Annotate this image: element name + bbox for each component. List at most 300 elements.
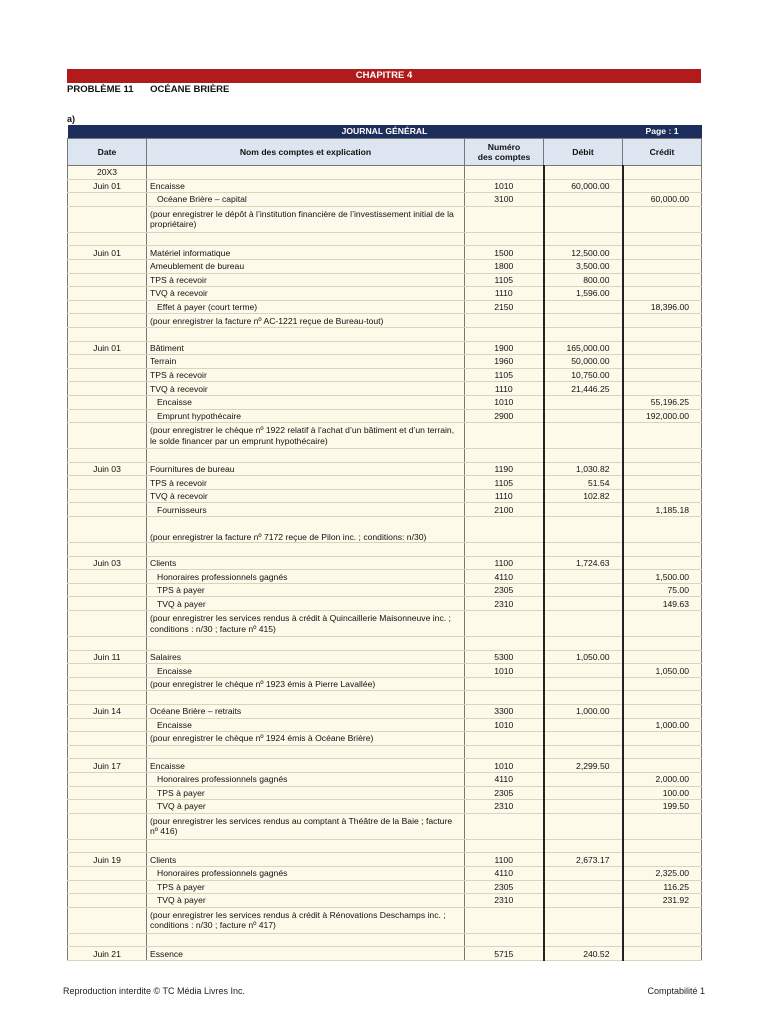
- cell-account-description: Encaisse: [147, 759, 465, 773]
- cell-date: [68, 933, 147, 947]
- cell-date: [68, 772, 147, 786]
- journal-row: [68, 933, 702, 947]
- cell-credit: [623, 517, 702, 543]
- cell-debit: [544, 232, 623, 246]
- cell-credit: [623, 853, 702, 867]
- cell-account-number: [465, 839, 544, 853]
- journal-rows: [68, 166, 702, 961]
- cell-account-number: [465, 691, 544, 705]
- cell-debit: [544, 583, 623, 597]
- cell-date: Juin 17: [68, 759, 147, 773]
- cell-debit: 1,000.00: [544, 705, 623, 719]
- journal-row: [68, 300, 702, 314]
- cell-date: [68, 273, 147, 287]
- cell-debit: 12,500.00: [544, 246, 623, 260]
- cell-account-number: 2310: [465, 894, 544, 908]
- journal-row: [68, 732, 702, 746]
- cell-debit: [544, 637, 623, 651]
- journal-row: [68, 691, 702, 705]
- journal-row: [68, 503, 702, 517]
- cell-credit: [623, 423, 702, 449]
- cell-debit: 10,750.00: [544, 368, 623, 382]
- cell-date: [68, 503, 147, 517]
- cell-date: [68, 355, 147, 369]
- cell-debit: 240.52: [544, 947, 623, 961]
- journal-row: [68, 839, 702, 853]
- cell-credit: [623, 637, 702, 651]
- cell-credit: [623, 166, 702, 180]
- cell-credit: [623, 611, 702, 637]
- cell-debit: [544, 866, 623, 880]
- cell-account-number: [465, 745, 544, 759]
- cell-credit: [623, 543, 702, 557]
- cell-date: [68, 907, 147, 933]
- cell-account-number: 3100: [465, 193, 544, 207]
- cell-account-number: 2305: [465, 583, 544, 597]
- cell-credit: [623, 382, 702, 396]
- cell-date: [68, 866, 147, 880]
- cell-account-description: [147, 637, 465, 651]
- cell-credit: [623, 273, 702, 287]
- cell-account-number: 1010: [465, 759, 544, 773]
- cell-date: [68, 287, 147, 301]
- cell-debit: 2,673.17: [544, 853, 623, 867]
- cell-date: [68, 745, 147, 759]
- journal-row: [68, 206, 702, 232]
- cell-date: [68, 664, 147, 678]
- cell-date: [68, 423, 147, 449]
- cell-credit: [623, 556, 702, 570]
- cell-date: [68, 880, 147, 894]
- cell-account-description: (pour enregistrer le dépôt à l’institution financière de l’investissement initial de la propriétaire): [147, 206, 465, 232]
- journal-row: [68, 543, 702, 557]
- cell-account-number: [465, 543, 544, 557]
- cell-account-description: Salaires: [147, 650, 465, 664]
- cell-credit: [623, 650, 702, 664]
- cell-date: [68, 232, 147, 246]
- journal-row: [68, 273, 702, 287]
- cell-account-description: (pour enregistrer le chèque nº 1923 émis à Pierre Lavallée): [147, 677, 465, 691]
- cell-account-description: [147, 543, 465, 557]
- journal-row: [68, 853, 702, 867]
- cell-credit: [623, 341, 702, 355]
- cell-account-description: TPS à payer: [147, 786, 465, 800]
- journal-row: [68, 409, 702, 423]
- journal-row: [68, 368, 702, 382]
- cell-debit: 60,000.00: [544, 179, 623, 193]
- journal-row: [68, 880, 702, 894]
- cell-debit: [544, 300, 623, 314]
- cell-account-description: Honoraires professionnels gagnés: [147, 866, 465, 880]
- cell-debit: [544, 193, 623, 207]
- journal-row: [68, 583, 702, 597]
- cell-debit: [544, 839, 623, 853]
- cell-date: [68, 570, 147, 584]
- cell-credit: [623, 287, 702, 301]
- cell-account-description: TVQ à recevoir: [147, 489, 465, 503]
- cell-account-number: 1010: [465, 664, 544, 678]
- journal-row: [68, 570, 702, 584]
- cell-credit: 1,500.00: [623, 570, 702, 584]
- cell-date: [68, 611, 147, 637]
- journal-row: [68, 489, 702, 503]
- cell-account-number: [465, 232, 544, 246]
- cell-debit: [544, 933, 623, 947]
- col-header-account-number: [465, 139, 544, 166]
- cell-debit: [544, 880, 623, 894]
- cell-account-description: TVQ à recevoir: [147, 287, 465, 301]
- cell-account-description: Essence: [147, 947, 465, 961]
- problem-heading: [67, 84, 229, 95]
- cell-account-number: 1100: [465, 853, 544, 867]
- journal-title: JOURNAL GÉNÉRAL: [147, 125, 623, 139]
- cell-account-number: [465, 166, 544, 180]
- cell-credit: 75.00: [623, 583, 702, 597]
- col-header-description: Nom des comptes et explication: [147, 139, 465, 166]
- cell-account-number: 1110: [465, 382, 544, 396]
- cell-date: [68, 839, 147, 853]
- cell-date: [68, 300, 147, 314]
- cell-account-number: [465, 517, 544, 543]
- cell-account-description: [147, 327, 465, 341]
- journal-row: [68, 314, 702, 328]
- cell-account-number: [465, 732, 544, 746]
- cell-account-number: 1960: [465, 355, 544, 369]
- cell-account-number: 3300: [465, 705, 544, 719]
- cell-account-description: Océane Brière – retraits: [147, 705, 465, 719]
- cell-credit: [623, 933, 702, 947]
- cell-date: [68, 382, 147, 396]
- cell-credit: [623, 259, 702, 273]
- cell-credit: [623, 691, 702, 705]
- cell-debit: [544, 786, 623, 800]
- cell-account-number: 5300: [465, 650, 544, 664]
- cell-date: Juin 03: [68, 462, 147, 476]
- cell-date: Juin 01: [68, 246, 147, 260]
- cell-account-number: 1900: [465, 341, 544, 355]
- cell-date: [68, 395, 147, 409]
- journal-row: [68, 800, 702, 814]
- cell-date: [68, 543, 147, 557]
- cell-account-description: Clients: [147, 853, 465, 867]
- cell-account-description: [147, 166, 465, 180]
- cell-date: Juin 01: [68, 341, 147, 355]
- cell-date: [68, 813, 147, 839]
- cell-account-description: [147, 232, 465, 246]
- cell-account-description: Fournitures de bureau: [147, 462, 465, 476]
- cell-account-description: Terrain: [147, 355, 465, 369]
- cell-credit: [623, 462, 702, 476]
- journal-row: [68, 907, 702, 933]
- cell-debit: [544, 894, 623, 908]
- cell-date: [68, 489, 147, 503]
- cell-account-description: (pour enregistrer les services rendus à crédit à Rénovations Deschamps inc. ; conditions : n/30 ; facture nº 417): [147, 907, 465, 933]
- journal-row: [68, 677, 702, 691]
- cell-debit: [544, 423, 623, 449]
- cell-date: [68, 691, 147, 705]
- cell-credit: [623, 368, 702, 382]
- cell-account-number: 1105: [465, 273, 544, 287]
- problem-number: PROBLÈME 11: [67, 84, 134, 95]
- cell-account-number: 1110: [465, 489, 544, 503]
- cell-account-description: Effet à payer (court terme): [147, 300, 465, 314]
- col-header-debit: Débit: [544, 139, 623, 166]
- cell-credit: 1,050.00: [623, 664, 702, 678]
- col-header-number-line2: des comptes: [477, 152, 531, 162]
- cell-debit: 3,500.00: [544, 259, 623, 273]
- journal-row: [68, 423, 702, 449]
- cell-account-number: 5715: [465, 947, 544, 961]
- cell-debit: [544, 166, 623, 180]
- col-header-date: Date: [68, 139, 147, 166]
- journal-row: [68, 382, 702, 396]
- cell-account-description: [147, 839, 465, 853]
- cell-account-number: 2100: [465, 503, 544, 517]
- cell-account-number: 1110: [465, 287, 544, 301]
- cell-debit: 1,030.82: [544, 462, 623, 476]
- cell-account-description: Encaisse: [147, 395, 465, 409]
- cell-credit: [623, 206, 702, 232]
- cell-debit: [544, 570, 623, 584]
- cell-account-description: Emprunt hypothécaire: [147, 409, 465, 423]
- cell-account-description: [147, 933, 465, 947]
- cell-credit: [623, 355, 702, 369]
- cell-debit: 800.00: [544, 273, 623, 287]
- cell-date: [68, 327, 147, 341]
- cell-account-number: 1100: [465, 556, 544, 570]
- cell-credit: [623, 246, 702, 260]
- cell-account-number: [465, 423, 544, 449]
- journal-row: [68, 232, 702, 246]
- column-headers: [68, 139, 702, 166]
- cell-account-number: 2900: [465, 409, 544, 423]
- cell-debit: [544, 732, 623, 746]
- cell-debit: [544, 664, 623, 678]
- cell-credit: [623, 947, 702, 961]
- cell-account-description: TVQ à payer: [147, 894, 465, 908]
- cell-account-number: 4110: [465, 866, 544, 880]
- journal-row: [68, 772, 702, 786]
- cell-account-number: 1105: [465, 368, 544, 382]
- cell-debit: [544, 745, 623, 759]
- cell-debit: 1,596.00: [544, 287, 623, 301]
- journal-row: [68, 705, 702, 719]
- cell-account-description: [147, 745, 465, 759]
- cell-credit: 2,325.00: [623, 866, 702, 880]
- cell-date: [68, 732, 147, 746]
- cell-account-number: [465, 637, 544, 651]
- cell-credit: 2,000.00: [623, 772, 702, 786]
- cell-date: Juin 01: [68, 179, 147, 193]
- cell-date: [68, 597, 147, 611]
- cell-date: Juin 21: [68, 947, 147, 961]
- chapter-banner: CHAPITRE 4: [67, 69, 701, 83]
- cell-account-description: [147, 691, 465, 705]
- cell-account-description: [147, 449, 465, 463]
- cell-debit: [544, 800, 623, 814]
- journal-row: [68, 287, 702, 301]
- col-header-number-line1: Numéro: [487, 142, 521, 152]
- cell-date: [68, 517, 147, 543]
- banner-spacer: [68, 125, 147, 139]
- cell-credit: 100.00: [623, 786, 702, 800]
- cell-debit: [544, 611, 623, 637]
- cell-credit: 1,185.18: [623, 503, 702, 517]
- cell-account-description: TVQ à recevoir: [147, 382, 465, 396]
- cell-credit: [623, 745, 702, 759]
- cell-account-number: 1105: [465, 476, 544, 490]
- cell-account-number: 1010: [465, 718, 544, 732]
- cell-date: [68, 583, 147, 597]
- cell-account-description: (pour enregistrer la facture nº AC-1221 reçue de Bureau-tout): [147, 314, 465, 328]
- cell-account-description: TPS à recevoir: [147, 273, 465, 287]
- journal-row: [68, 556, 702, 570]
- cell-debit: 2,299.50: [544, 759, 623, 773]
- journal-row: [68, 947, 702, 961]
- journal-row: [68, 866, 702, 880]
- course-footer: Comptabilité 1: [647, 986, 705, 996]
- cell-credit: [623, 179, 702, 193]
- cell-credit: 231.92: [623, 894, 702, 908]
- cell-date: Juin 03: [68, 556, 147, 570]
- cell-date: [68, 677, 147, 691]
- cell-credit: [623, 232, 702, 246]
- problem-name: OCÉANE BRIÈRE: [150, 84, 230, 95]
- cell-account-description: (pour enregistrer les services rendus à crédit à Quincaillerie Maisonneuve inc. ; conditions : n/30 ; facture nº 415): [147, 611, 465, 637]
- journal-row: [68, 759, 702, 773]
- cell-credit: [623, 449, 702, 463]
- cell-account-description: TVQ à payer: [147, 597, 465, 611]
- cell-account-number: [465, 933, 544, 947]
- cell-debit: [544, 206, 623, 232]
- cell-credit: 199.50: [623, 800, 702, 814]
- cell-account-number: [465, 677, 544, 691]
- cell-account-description: Encaisse: [147, 664, 465, 678]
- cell-account-number: 1010: [465, 179, 544, 193]
- journal-row: [68, 597, 702, 611]
- cell-date: [68, 314, 147, 328]
- cell-account-description: Ameublement de bureau: [147, 259, 465, 273]
- journal-row: [68, 517, 702, 543]
- cell-debit: [544, 503, 623, 517]
- journal-row: [68, 664, 702, 678]
- cell-account-description: Bâtiment: [147, 341, 465, 355]
- cell-account-description: Encaisse: [147, 718, 465, 732]
- cell-debit: [544, 327, 623, 341]
- cell-account-description: TVQ à payer: [147, 800, 465, 814]
- journal-row: [68, 166, 702, 180]
- journal-row: [68, 179, 702, 193]
- cell-credit: [623, 705, 702, 719]
- cell-account-number: [465, 907, 544, 933]
- copyright-footer: Reproduction interdite © TC Média Livres Inc.: [63, 986, 246, 996]
- cell-date: [68, 193, 147, 207]
- cell-credit: [623, 677, 702, 691]
- col-header-credit: Crédit: [623, 139, 702, 166]
- cell-account-number: [465, 327, 544, 341]
- cell-account-description: TPS à payer: [147, 583, 465, 597]
- cell-credit: [623, 813, 702, 839]
- journal-row: [68, 246, 702, 260]
- cell-account-description: Matériel informatique: [147, 246, 465, 260]
- cell-account-number: 1190: [465, 462, 544, 476]
- cell-debit: [544, 677, 623, 691]
- journal-row: [68, 449, 702, 463]
- cell-debit: [544, 395, 623, 409]
- journal-row: [68, 637, 702, 651]
- cell-date: Juin 14: [68, 705, 147, 719]
- journal-row: [68, 259, 702, 273]
- cell-debit: 1,724.63: [544, 556, 623, 570]
- journal-row: [68, 786, 702, 800]
- cell-account-description: (pour enregistrer le chèque nº 1922 relatif à l’achat d’un bâtiment et d’un terrain, le solde financer par un emprunt hypothécaire): [147, 423, 465, 449]
- cell-debit: 50,000.00: [544, 355, 623, 369]
- cell-date: [68, 894, 147, 908]
- cell-account-number: 1800: [465, 259, 544, 273]
- cell-account-description: Honoraires professionnels gagnés: [147, 772, 465, 786]
- journal-row: [68, 476, 702, 490]
- cell-account-number: 1500: [465, 246, 544, 260]
- journal-row: [68, 341, 702, 355]
- journal-row: [68, 395, 702, 409]
- cell-account-number: 1010: [465, 395, 544, 409]
- cell-credit: 149.63: [623, 597, 702, 611]
- cell-credit: 1,000.00: [623, 718, 702, 732]
- cell-account-description: TPS à payer: [147, 880, 465, 894]
- cell-debit: [544, 517, 623, 543]
- cell-account-description: Océane Brière – capital: [147, 193, 465, 207]
- cell-date: [68, 449, 147, 463]
- cell-debit: [544, 314, 623, 328]
- cell-credit: 116.25: [623, 880, 702, 894]
- cell-account-number: 4110: [465, 570, 544, 584]
- journal-row: [68, 611, 702, 637]
- cell-debit: 51.54: [544, 476, 623, 490]
- general-journal-table: [67, 125, 702, 961]
- cell-account-number: 2305: [465, 786, 544, 800]
- cell-debit: [544, 718, 623, 732]
- cell-account-number: [465, 314, 544, 328]
- cell-credit: [623, 489, 702, 503]
- cell-date: [68, 409, 147, 423]
- journal-row: [68, 718, 702, 732]
- cell-account-number: [465, 813, 544, 839]
- cell-date: [68, 718, 147, 732]
- cell-credit: [623, 907, 702, 933]
- cell-date: [68, 786, 147, 800]
- cell-debit: 21,446.25: [544, 382, 623, 396]
- cell-account-description: Honoraires professionnels gagnés: [147, 570, 465, 584]
- cell-debit: [544, 772, 623, 786]
- cell-account-description: Encaisse: [147, 179, 465, 193]
- cell-account-number: 2310: [465, 597, 544, 611]
- cell-date: 20X3: [68, 166, 147, 180]
- cell-account-description: (pour enregistrer la facture nº 7172 reçue de Pilon inc. ; conditions: n/30): [147, 517, 465, 543]
- cell-account-number: 2150: [465, 300, 544, 314]
- cell-account-description: Clients: [147, 556, 465, 570]
- cell-account-description: TPS à recevoir: [147, 368, 465, 382]
- cell-account-number: [465, 449, 544, 463]
- cell-account-number: 4110: [465, 772, 544, 786]
- cell-credit: [623, 732, 702, 746]
- cell-credit: [623, 839, 702, 853]
- cell-account-description: (pour enregistrer les services rendus au comptant à Théâtre de la Baie ; facture nº 416): [147, 813, 465, 839]
- cell-date: [68, 476, 147, 490]
- journal-banner: [68, 125, 702, 139]
- cell-account-number: [465, 611, 544, 637]
- cell-account-number: [465, 206, 544, 232]
- cell-credit: [623, 759, 702, 773]
